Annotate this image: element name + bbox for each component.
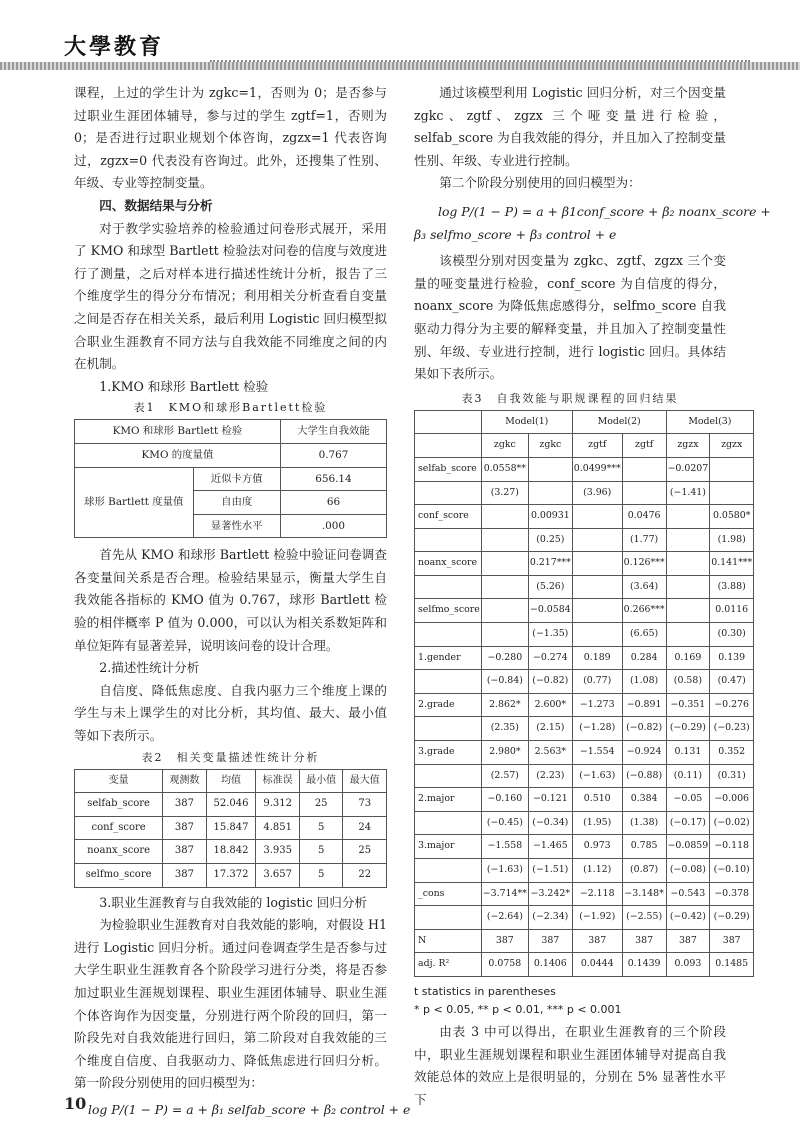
table-caption: 表2 相关变量描述性统计分析 xyxy=(141,750,320,764)
table-cell: (1.77) xyxy=(622,528,666,552)
table-cell: (0.30) xyxy=(710,623,754,647)
table-cell: (−0.45) xyxy=(481,811,528,835)
table-cell: −2.118 xyxy=(572,882,622,906)
table-cell: (−1.28) xyxy=(572,717,622,741)
table-cell: 0.1406 xyxy=(528,953,572,977)
table-cell: 2.980* xyxy=(481,741,528,765)
table-cell: 9.312 xyxy=(256,793,300,817)
paragraph: 课程，上过的学生计为 zgkc=1，否则为 0；是否参与过职业生涯团体辅导，参与过的学生 zgtf=1，否则为 0；是否进行过职业规划个体咨询，zgzx=1 代表咨询过，zgzx=0 代表没有咨询过。此外，还搜集了性别、年级、专业等控制变量。 xyxy=(74,85,387,191)
table-header-cell: zgtf xyxy=(572,434,622,458)
paragraph: 第二个阶段分别使用的回归模型为： xyxy=(439,175,641,191)
table-cell: (−0.29) xyxy=(710,906,754,930)
table-cell xyxy=(666,505,710,529)
paragraph: 为检验职业生涯教育对自我效能的影响，对假设 H1 进行 Logistic 回归分析。通过问卷调查学生是否参与过大学生职业生涯教育各个阶段学习进行分类，将是否参加过职业生涯规划课程、职业生涯团体辅导、职业生涯个体咨询作为因变量，分别进行两个阶段的回归，第一阶段先对自我效能进行回归，第二阶段对自我效能的三个维度自信度、自我驱动力、降低焦虑进行回归分析。第一阶段分别使用的回归模型为： xyxy=(74,917,387,1091)
table-cell: −0.121 xyxy=(528,788,572,812)
table-cell: selfmo_score xyxy=(75,864,163,888)
table-cell: 0.510 xyxy=(572,788,622,812)
table-cell: (0.77) xyxy=(572,670,622,694)
table-cell: (−0.34) xyxy=(528,811,572,835)
table-cell: (0.47) xyxy=(710,670,754,694)
table-cell: (−1.63) xyxy=(481,859,528,883)
table-cell: 0.169 xyxy=(666,646,710,670)
table-cell: 3.935 xyxy=(256,840,300,864)
table-cell xyxy=(481,575,528,599)
row-label-cell: selfmo_score xyxy=(415,599,482,623)
table-cell xyxy=(710,481,754,505)
table-cell: 25 xyxy=(343,840,387,864)
table-cell: 2.862* xyxy=(481,693,528,717)
table-cell: 387 xyxy=(163,793,207,817)
table-cell xyxy=(481,599,528,623)
table-row xyxy=(415,575,754,599)
table-cell: (−1.92) xyxy=(572,906,622,930)
table-cell: 387 xyxy=(481,929,528,953)
table-row xyxy=(415,788,754,812)
table-cell: (0.31) xyxy=(710,764,754,788)
table-row xyxy=(415,599,754,623)
table-cell xyxy=(666,623,710,647)
table-cell: 22 xyxy=(343,864,387,888)
table-header-cell: 最小值 xyxy=(299,769,343,793)
table-cell: 24 xyxy=(343,816,387,840)
table-cell: 3.657 xyxy=(256,864,300,888)
table-cell: 387 xyxy=(163,816,207,840)
table-note: * p < 0.05, ** p < 0.01, *** p < 0.001 xyxy=(414,1002,622,1016)
table-row xyxy=(415,741,754,765)
table-cell: 0.126*** xyxy=(622,552,666,576)
table-cell: conf_score xyxy=(75,816,163,840)
row-label-cell: _cons xyxy=(415,882,482,906)
table-row xyxy=(415,717,754,741)
table-cell xyxy=(481,623,528,647)
row-label-cell: noanx_score xyxy=(415,552,482,576)
table-cell: 387 xyxy=(666,929,710,953)
subsection-heading: 2.描述性统计分析 xyxy=(99,660,200,676)
table-cell: −1.558 xyxy=(481,835,528,859)
table-row xyxy=(415,670,754,694)
paragraph: 通过该模型利用 Logistic 回归分析，对三个因变量 zgkc、zgtf、zgzx 三个哑变量进行检验，selfab_score 为自我效能的得分，并且加入了控制变量性别、年级、专业进行控制。 xyxy=(414,85,726,168)
table-header-cell xyxy=(415,410,482,434)
row-label-cell xyxy=(415,528,482,552)
table-cell xyxy=(710,457,754,481)
table-cell: 0.1439 xyxy=(622,953,666,977)
row-label-cell xyxy=(415,906,482,930)
table-cell: −0.924 xyxy=(622,741,666,765)
table-cell xyxy=(572,505,622,529)
table-cell: 0.785 xyxy=(622,835,666,859)
paragraph: 该模型分别对因变量为 zgkc、zgtf、zgzx 三个变量的哑变量进行检验，conf_score 为自信度的得分，noanx_score 为降低焦虑感得分，selfmo_score 自我驱动力得分为主要的解释变量，并且加入了控制变量性别、年级、专业进行控制，进行 logistic 回归。具体结果如下表所示。 xyxy=(414,253,726,382)
row-label-cell xyxy=(415,717,482,741)
table-cell: 0.131 xyxy=(666,741,710,765)
table-cell: (0.58) xyxy=(666,670,710,694)
table-cell: −0.0584 xyxy=(528,599,572,623)
table-cell: 近似卡方值 xyxy=(193,467,280,491)
table-row xyxy=(415,811,754,835)
table-header-cell: KMO 和球形 Bartlett 检验 xyxy=(75,420,281,444)
table-cell: (0.11) xyxy=(666,764,710,788)
table-cell xyxy=(666,552,710,576)
page-number: 10 xyxy=(64,1094,87,1113)
table-cell: 387 xyxy=(572,929,622,953)
table-cell: (−0.02) xyxy=(710,811,754,835)
table-cell: 25 xyxy=(299,793,343,817)
row-label-cell: 1.gender xyxy=(415,646,482,670)
table-cell: 0.217*** xyxy=(528,552,572,576)
table-cell: (2.57) xyxy=(481,764,528,788)
table-cell: −3.242* xyxy=(528,882,572,906)
table-cell: 显著性水平 xyxy=(193,514,280,538)
table-cell: 4.851 xyxy=(256,816,300,840)
row-label-cell: 3.grade xyxy=(415,741,482,765)
journal-masthead: 大學教育 xyxy=(64,34,165,60)
table-row xyxy=(75,840,387,864)
left-column xyxy=(74,82,411,1122)
table-cell: (6.65) xyxy=(622,623,666,647)
table-cell: −0.05 xyxy=(666,788,710,812)
table-cell: 0.0476 xyxy=(622,505,666,529)
regression-table xyxy=(414,410,754,977)
table-row xyxy=(415,481,754,505)
paragraph: 由表 3 中可以得出，在职业生涯教育的三个阶段中，职业生涯规划课程和职业生涯团体辅导对提高自我效能总体的效应上是很明显的，分别在 5% 显著性水平下 xyxy=(414,1023,726,1107)
table-row xyxy=(75,864,387,888)
table-row xyxy=(415,906,754,930)
subsection-heading: 1.KMO 和球形 Bartlett 检验 xyxy=(99,378,269,394)
table-cell: −0.0207 xyxy=(666,457,710,481)
table-cell: −0.274 xyxy=(528,646,572,670)
table-cell xyxy=(481,505,528,529)
table-cell: 387 xyxy=(163,864,207,888)
table-cell xyxy=(666,528,710,552)
table-row xyxy=(415,693,754,717)
paragraph: 自信度、降低焦虑度、自我内驱力三个维度上课的学生与未上课学生的对比分析，其均值、最大、最小值等如下表所示。 xyxy=(74,682,387,744)
table-cell: (3.96) xyxy=(572,481,622,505)
table-cell: (−0.84) xyxy=(481,670,528,694)
table-cell: 5 xyxy=(299,864,343,888)
table-caption: 表1 KMO和球形Bartlett检验 xyxy=(133,401,328,415)
table-cell: −0.0859 xyxy=(666,835,710,859)
table-cell: (1.38) xyxy=(622,811,666,835)
table-row xyxy=(415,953,754,977)
table-cell: −0.891 xyxy=(622,693,666,717)
paragraph: 首先从 KMO 和球形 Bartlett 检验中验证问卷调查各变量间关系是否合理。检验结果显示，衡量大学生自我效能各指标的 KMO 值为 0.767，球形 Bartlett 检验的相伴概率 P 值为 0.000，可以认为相关系数矩阵和单位矩阵有显著差异，说明该问卷的设计合理。 xyxy=(74,547,387,653)
table-cell: (−2.55) xyxy=(622,906,666,930)
table-row xyxy=(415,457,754,481)
table-cell: 387 xyxy=(710,929,754,953)
table-cell: 0.266*** xyxy=(622,599,666,623)
table-row xyxy=(415,528,754,552)
table-cell xyxy=(572,528,622,552)
table-cell: −1.273 xyxy=(572,693,622,717)
table-cell: (3.64) xyxy=(622,575,666,599)
table-cell: 0.0499*** xyxy=(572,457,622,481)
table-cell xyxy=(666,575,710,599)
table-cell: 387 xyxy=(163,840,207,864)
right-column xyxy=(414,82,771,1111)
table-cell xyxy=(528,481,572,505)
table-cell: (−0.23) xyxy=(710,717,754,741)
table-cell: −3.148* xyxy=(622,882,666,906)
table-cell: (−1.41) xyxy=(666,481,710,505)
table-cell: noanx_score xyxy=(75,840,163,864)
table-cell: 0.0116 xyxy=(710,599,754,623)
table-cell: (2.15) xyxy=(528,717,572,741)
table-cell xyxy=(572,599,622,623)
table-cell: 0.0758 xyxy=(481,953,528,977)
row-label-cell: selfab_score xyxy=(415,457,482,481)
table-cell xyxy=(572,623,622,647)
table-row xyxy=(415,646,754,670)
row-label-cell xyxy=(415,811,482,835)
row-label-cell xyxy=(415,481,482,505)
table-header-cell: Model(2) xyxy=(572,410,666,434)
table-row xyxy=(415,552,754,576)
table-cell xyxy=(622,481,666,505)
table-header-cell: Model(3) xyxy=(666,410,754,434)
regression-formula: log P/(1 − P) = a + β1conf_score + β₂ noanx_score + xyxy=(438,203,771,219)
table-row xyxy=(75,816,387,840)
table-cell xyxy=(572,552,622,576)
subsection-heading: 3.职业生涯教育与自我效能的 logistic 回归分析 xyxy=(99,894,368,910)
table-cell: (−2.64) xyxy=(481,906,528,930)
table-cell: 0.093 xyxy=(666,953,710,977)
table-caption: 表3 自我效能与职规课程的回归结果 xyxy=(461,391,679,405)
table-header-cell: zgtf xyxy=(622,434,666,458)
table-cell: 0.0444 xyxy=(572,953,622,977)
row-label-cell xyxy=(415,764,482,788)
table-cell: (3.27) xyxy=(481,481,528,505)
table-row xyxy=(415,764,754,788)
table-cell: 0.0558** xyxy=(481,457,528,481)
table-cell: 0.284 xyxy=(622,646,666,670)
table-header-cell: 观测数 xyxy=(163,769,207,793)
table-row xyxy=(415,859,754,883)
table-header-cell: zgzx xyxy=(666,434,710,458)
table-cell: (2.23) xyxy=(528,764,572,788)
table-cell: 66 xyxy=(280,491,386,515)
table-cell: 17.372 xyxy=(206,864,256,888)
table-cell: 0.189 xyxy=(572,646,622,670)
table-header-cell: zgzx xyxy=(710,434,754,458)
table-cell: −0.118 xyxy=(710,835,754,859)
table-header-cell: 变量 xyxy=(75,769,163,793)
table-cell: (0.25) xyxy=(528,528,572,552)
table-row xyxy=(415,835,754,859)
table-cell: (−1.63) xyxy=(572,764,622,788)
table-cell: (−1.35) xyxy=(528,623,572,647)
table-header-cell: Model(1) xyxy=(481,410,572,434)
table-cell: KMO 的度量值 xyxy=(75,443,281,467)
row-label-cell xyxy=(415,575,482,599)
table-cell: selfab_score xyxy=(75,793,163,817)
header-band xyxy=(0,62,800,70)
table-cell: −1.465 xyxy=(528,835,572,859)
table-cell: (1.08) xyxy=(622,670,666,694)
table-header-cell: 标准误 xyxy=(256,769,300,793)
table-cell: (−2.34) xyxy=(528,906,572,930)
table-note: t statistics in parentheses xyxy=(414,984,556,998)
table-cell: 0.767 xyxy=(280,443,386,467)
table-cell: (−0.82) xyxy=(528,670,572,694)
table-cell xyxy=(572,575,622,599)
table-cell: 0.1485 xyxy=(710,953,754,977)
table-cell xyxy=(528,457,572,481)
table-cell: −1.554 xyxy=(572,741,622,765)
table-cell: 2.563* xyxy=(528,741,572,765)
table-cell: (−0.10) xyxy=(710,859,754,883)
table-cell: (5.26) xyxy=(528,575,572,599)
paragraph: 对于教学实验培养的检验通过问卷形式展开，采用了 KMO 和球型 Bartlett 检验法对问卷的信度与效度进行了测量，之后对样本进行描述性统计分析，报告了三个维度学生的得分分布情况；利用相关分析查看自变量之间是否存在相关关系，最后利用 Logistic 回归模型拟合职业生涯教育不同方法与自我效能不同维度之间的内在机制。 xyxy=(74,220,387,372)
table-cell: (1.12) xyxy=(572,859,622,883)
regression-formula: β₃ selfmo_score + β₃ control + e xyxy=(414,226,617,242)
table-cell: 自由度 xyxy=(193,491,280,515)
table-cell: (−0.88) xyxy=(622,764,666,788)
row-label-cell: 2.major xyxy=(415,788,482,812)
table-row xyxy=(75,793,387,817)
table-header-cell: zgkc xyxy=(528,434,572,458)
table-cell: −0.378 xyxy=(710,882,754,906)
table-cell xyxy=(622,457,666,481)
table-row xyxy=(415,882,754,906)
table-cell: 73 xyxy=(343,793,387,817)
table-cell: 球形 Bartlett 度量值 xyxy=(75,467,194,538)
row-label-cell: 2.grade xyxy=(415,693,482,717)
table-row xyxy=(415,929,754,953)
table-header-cell: 大学生自我效能 xyxy=(280,420,386,444)
table-cell: 0.141*** xyxy=(710,552,754,576)
table-cell xyxy=(481,528,528,552)
table-cell: −0.280 xyxy=(481,646,528,670)
row-label-cell xyxy=(415,623,482,647)
table-cell: (0.87) xyxy=(622,859,666,883)
table-cell: 387 xyxy=(622,929,666,953)
table-cell: (−0.29) xyxy=(666,717,710,741)
table-cell: 18.842 xyxy=(206,840,256,864)
row-label-cell: N xyxy=(415,929,482,953)
table-header-cell: 最大值 xyxy=(343,769,387,793)
row-label-cell: conf_score xyxy=(415,505,482,529)
table-row xyxy=(415,505,754,529)
table-header-cell: 均值 xyxy=(206,769,256,793)
table-cell: (−0.42) xyxy=(666,906,710,930)
table-cell: 2.600* xyxy=(528,693,572,717)
table-cell: (3.88) xyxy=(710,575,754,599)
row-label-cell xyxy=(415,670,482,694)
table-cell: 15.847 xyxy=(206,816,256,840)
table-cell: 0.352 xyxy=(710,741,754,765)
table-cell: (2.35) xyxy=(481,717,528,741)
table-cell xyxy=(666,599,710,623)
descriptive-stats-table xyxy=(74,769,387,888)
table-cell: −0.160 xyxy=(481,788,528,812)
table-cell: −0.006 xyxy=(710,788,754,812)
table-cell: 5 xyxy=(299,816,343,840)
row-label-cell xyxy=(415,859,482,883)
table-header-cell xyxy=(415,434,482,458)
table-cell: −0.351 xyxy=(666,693,710,717)
table-cell: 0.00931 xyxy=(528,505,572,529)
table-cell: (−0.08) xyxy=(666,859,710,883)
table-cell: (1.95) xyxy=(572,811,622,835)
table-cell: 0.139 xyxy=(710,646,754,670)
table-cell: 0.0580* xyxy=(710,505,754,529)
table-cell: (−0.17) xyxy=(666,811,710,835)
table-cell: 656.14 xyxy=(280,467,386,491)
table-cell: 5 xyxy=(299,840,343,864)
row-label-cell: 3.major xyxy=(415,835,482,859)
regression-formula: log P/(1 − P) = a + β₁ selfab_score + β₂ control + e xyxy=(88,1101,411,1117)
table-cell xyxy=(481,552,528,576)
table-cell: −0.276 xyxy=(710,693,754,717)
table-cell: −0.543 xyxy=(666,882,710,906)
table-cell: 52.046 xyxy=(206,793,256,817)
table-cell: 0.384 xyxy=(622,788,666,812)
kmo-table xyxy=(74,419,387,538)
table-cell: (−1.51) xyxy=(528,859,572,883)
table-cell: 0.973 xyxy=(572,835,622,859)
table-cell: .000 xyxy=(280,514,386,538)
table-cell: −3.714** xyxy=(481,882,528,906)
table-cell: 387 xyxy=(528,929,572,953)
table-row xyxy=(415,623,754,647)
row-label-cell: adj. R² xyxy=(415,953,482,977)
section-heading: 四、数据结果与分析 xyxy=(99,197,213,213)
table-header-cell: zgkc xyxy=(481,434,528,458)
table-cell: (−0.82) xyxy=(622,717,666,741)
table-cell: (1.98) xyxy=(710,528,754,552)
